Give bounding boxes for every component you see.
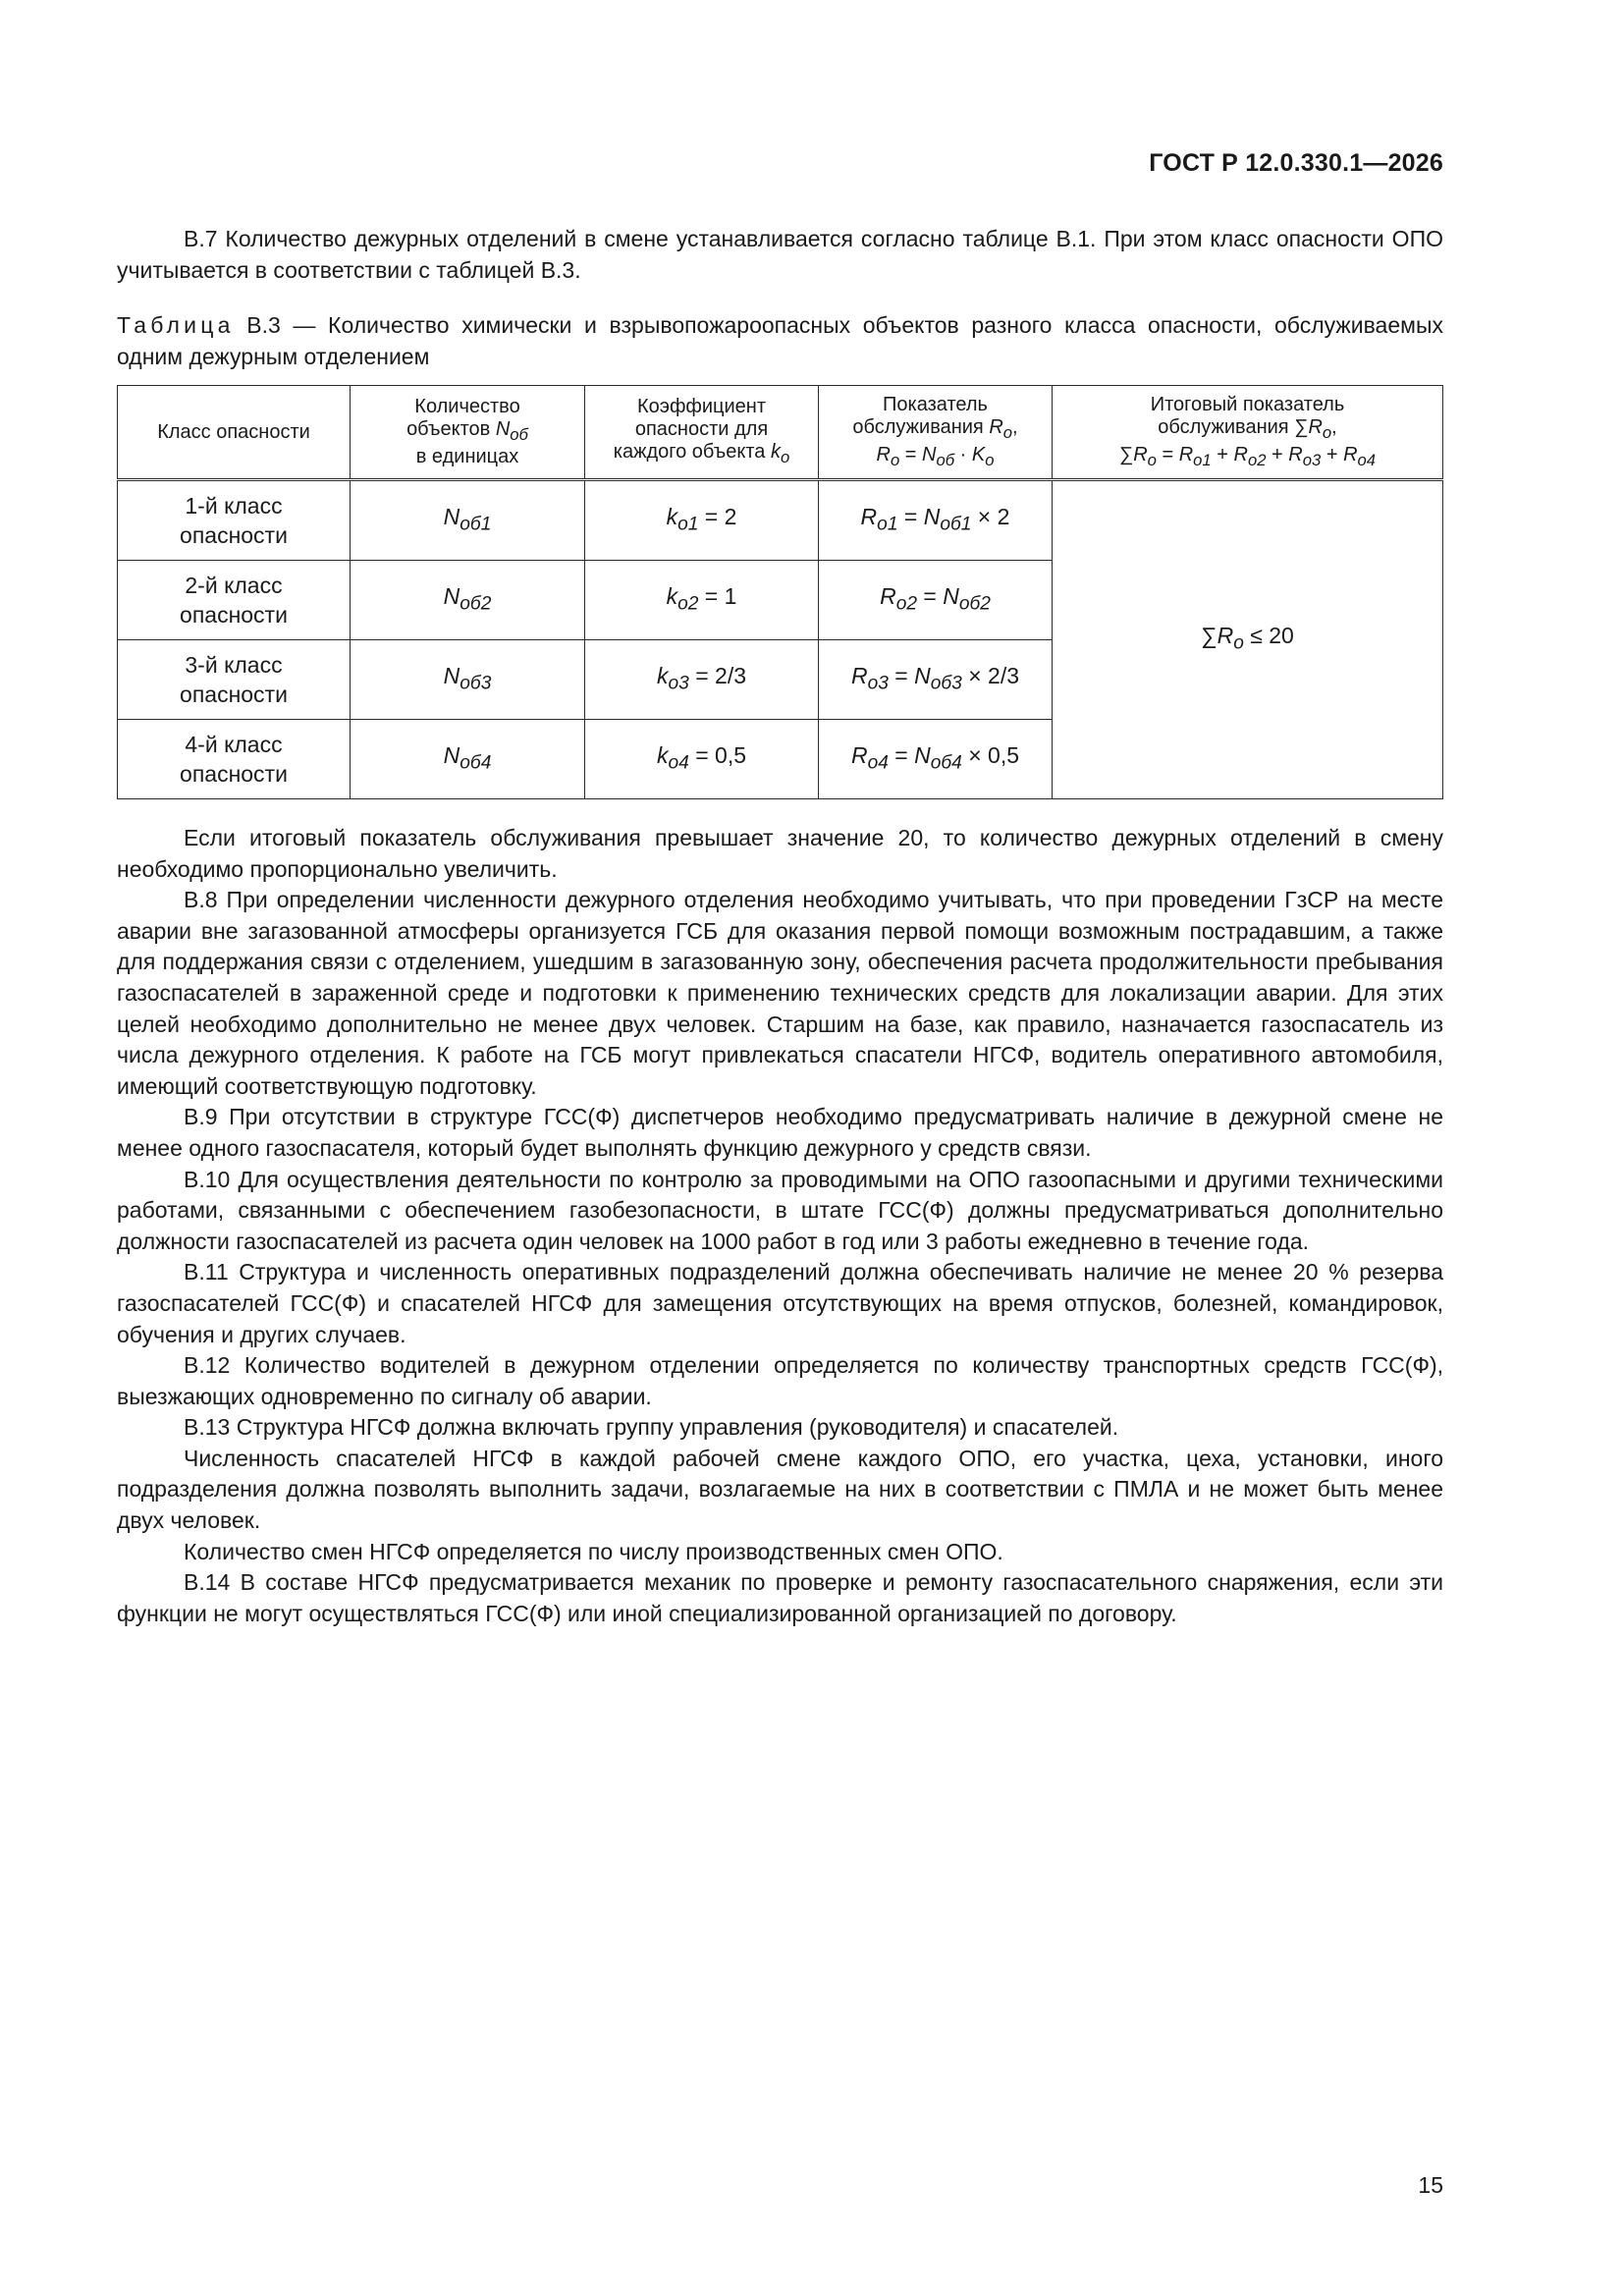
header-service-index: Показатель обслуживания $R_о$, $R_о = N_{об} \cdot K_о$ xyxy=(819,386,1053,480)
cell-coefficient: $k_{о1} = 2$ xyxy=(585,480,819,561)
cell-total: $\sum R_о \le 20$ xyxy=(1053,480,1443,799)
cell-coefficient: $k_{о4} = 0,5$ xyxy=(585,720,819,799)
hazard-class-table xyxy=(117,385,1443,799)
table-caption-prefix: Таблица xyxy=(117,312,235,338)
paragraph-b7: В.7 Количество дежурных отделений в смене устанавливается согласно таблице В.1. При этом класс опасности ОПО учитывается в соответствии с таблицей В.3. xyxy=(117,226,1443,283)
header-object-count: Количество объектов $N_{об}$ в единицах xyxy=(351,386,585,480)
paragraph-b8: В.8 При определении численности дежурного отделения необходимо учитывать, что при проведении ГзСР на месте аварии вне загазованной атмосферы организуется ГСБ для оказания первой помощи возможным пострадавшим, а также для поддержания связи с отделением, ушедшим в загазованную зону, обеспечения расчета продолжительности пребывания газоспасателей в зараженной среде и подготовки к применению технических средств для локализации аварии. Для этих целей необходимо дополнительно не менее двух человек. Старшим на базе, как правило, назначается газоспасатель из числа дежурного отделения. К работе на ГСБ могут привлекаться спасатели НГСФ, водитель оперативного автомобиля, имеющий соответствующую подготовку. xyxy=(117,887,1443,1099)
header-hazard-coefficient: Коэффициент опасности для каждого объекта $k_о$ xyxy=(585,386,819,480)
cell-count: $N_{об3}$ xyxy=(351,640,585,720)
header-total-index: Итоговый показатель обслуживания $\sum R_о$, $\sum R_о = R_{о1} + R_{о2} + R_{о3} + R_{о4}$ xyxy=(1053,386,1443,480)
intro-block xyxy=(117,224,1443,286)
cell-coefficient: $k_{о2} = 1$ xyxy=(585,561,819,640)
cell-class: 3-й класс опасности xyxy=(118,640,351,720)
paragraph-b12: В.12 Количество водителей в дежурном отделении определяется по количеству транспортных средств ГСС(Ф), выезжающих одновременно по сигналу об аварии. xyxy=(117,1352,1443,1409)
paragraph: Количество смен НГСФ определяется по числу производственных смен ОПО. xyxy=(184,1538,1003,1564)
paragraph-b14: В.14 В составе НГСФ предусматривается механик по проверке и ремонту газоспасательного снаряжения, если эти функции не могут осуществляться ГСС(Ф) или иной специализированной организацией по договору. xyxy=(117,1569,1443,1626)
paragraph-b11: В.11 Структура и численность оперативных подразделений должна обеспечивать наличие не менее 20 % резерва газоспасателей ГСС(Ф) и спасателей НГСФ для замещения отсутствующих на время отпусков, болезней, командировок, обучения и других случаев. xyxy=(117,1259,1443,1347)
cell-index: $R_{о3} = N_{об3} \times 2/3$ xyxy=(819,640,1053,720)
cell-index: $R_{о4} = N_{об4} \times 0,5$ xyxy=(819,720,1053,799)
cell-index: $R_{о2} = N_{об2}$ xyxy=(819,561,1053,640)
table-header-row xyxy=(118,386,1443,480)
cell-class: 1-й класс опасности xyxy=(118,480,351,561)
body-text xyxy=(117,823,1443,1629)
cell-count: $N_{об2}$ xyxy=(351,561,585,640)
cell-class: 4-й класс опасности xyxy=(118,720,351,799)
paragraph-b10: В.10 Для осуществления деятельности по контролю за проводимыми на ОПО газоопасными и другими техническими работами, связанными с обеспечением газобезопасности, в штате ГСС(Ф) должны предусматриваться дополнительно должности газоспасателей из расчета один человек на 1000 работ в год или 3 работы ежедневно в течение года. xyxy=(117,1166,1443,1254)
document-code: ГОСТ Р 12.0.330.1—2026 xyxy=(1149,149,1443,177)
paragraph-b13: В.13 Структура НГСФ должна включать группу управления (руководителя) и спасателей. xyxy=(184,1414,1119,1441)
cell-count: $N_{об1}$ xyxy=(351,480,585,561)
table-row xyxy=(118,480,1443,561)
paragraph-b9: В.9 При отсутствии в структуре ГСС(Ф) диспетчеров необходимо предусматривать наличие в дежурной смене не менее одного газоспасателя, который будет выполнять функцию дежурного у средств связи. xyxy=(117,1104,1443,1161)
cell-index: $R_{о1} = N_{об1} \times 2$ xyxy=(819,480,1053,561)
paragraph: Если итоговый показатель обслуживания превышает значение 20, то количество дежурных отделений в смену необходимо пропорционально увеличить. xyxy=(117,825,1443,882)
header-hazard-class: Класс опасности xyxy=(118,386,351,480)
table-caption xyxy=(117,310,1443,372)
paragraph: Численность спасателей НГСФ в каждой рабочей смене каждого ОПО, его участка, цеха, установки, иного подразделения должна позволять выполнить задачи, возлагаемые на них в соответствии с ПМЛА и не может быть менее двух человек. xyxy=(117,1445,1443,1534)
cell-coefficient: $k_{о3} = 2/3$ xyxy=(585,640,819,720)
page-number: 15 xyxy=(1418,2172,1443,2198)
cell-count: $N_{об4}$ xyxy=(351,720,585,799)
table-caption-text: В.3 — Количество химически и взрывопожароопасных объектов разного класса опасности, обслуживаемых одним дежурным отделением xyxy=(117,312,1443,369)
cell-class: 2-й класс опасности xyxy=(118,561,351,640)
